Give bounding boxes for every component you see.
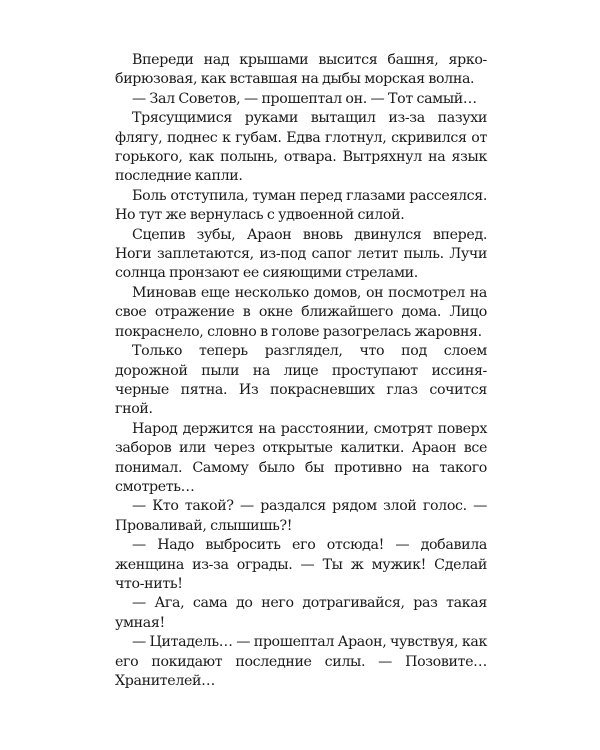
paragraph: — Ага, сама до него дотрагивайся, раз такая умная! [115,595,487,631]
paragraph: Боль отступила, туман перед глазами рассеялся. Но тут же вернулась с удвоенной силой. [115,187,487,224]
paragraph: Впереди над крышами высится башня, ярко-бирюзовая, как вставшая на дыбы морская волна. [115,52,487,88]
paragraph: Миновав еще несколько домов, он посмотрел на свое отражение в окне ближайшего дома. Лицо покраснело, словно в голове разогрелась жаровня. [115,284,487,340]
paragraph: Трясущимися руками вытащил из-за пазухи флягу, поднес к губам. Едва глотнул, скривился от горького, как полынь, отвара. Вытряхнул на язык последние капли. [115,110,487,185]
body-text [115,51,487,691]
paragraph: — Цитадель… — прошептал Араон, чувствуя, как его покидают последние силы. — Позовите… Хранителей… [115,634,487,689]
paragraph: — Надо выбросить его отсюда! — добавила женщина из-за ограды. — Ты ж мужик! Сделай что-нить! [115,537,487,592]
paragraph: Сцепив зубы, Араон вновь двинулся вперед. Ноги заплетаются, из-под сапог летит пыль. Лучи солнца пронзают ее сияющими стрелами. [115,226,487,282]
paragraph: — Зал Советов, — прошептал он. — Тот самый… [132,90,477,107]
paragraph: Народ держится на расстоянии, смотрят поверх заборов или через открытые калитки. Араон все понимал. Самому было бы противно на такого смотреть… [115,420,487,495]
paragraph: — Кто такой? — раздался рядом злой голос. — Проваливай, слышишь?! [115,498,487,534]
paragraph: Только теперь разглядел, что под слоем дорожной пыли на лице проступают иссиня-черные пятна. Из покрасневших глаз сочится гной. [115,343,487,418]
